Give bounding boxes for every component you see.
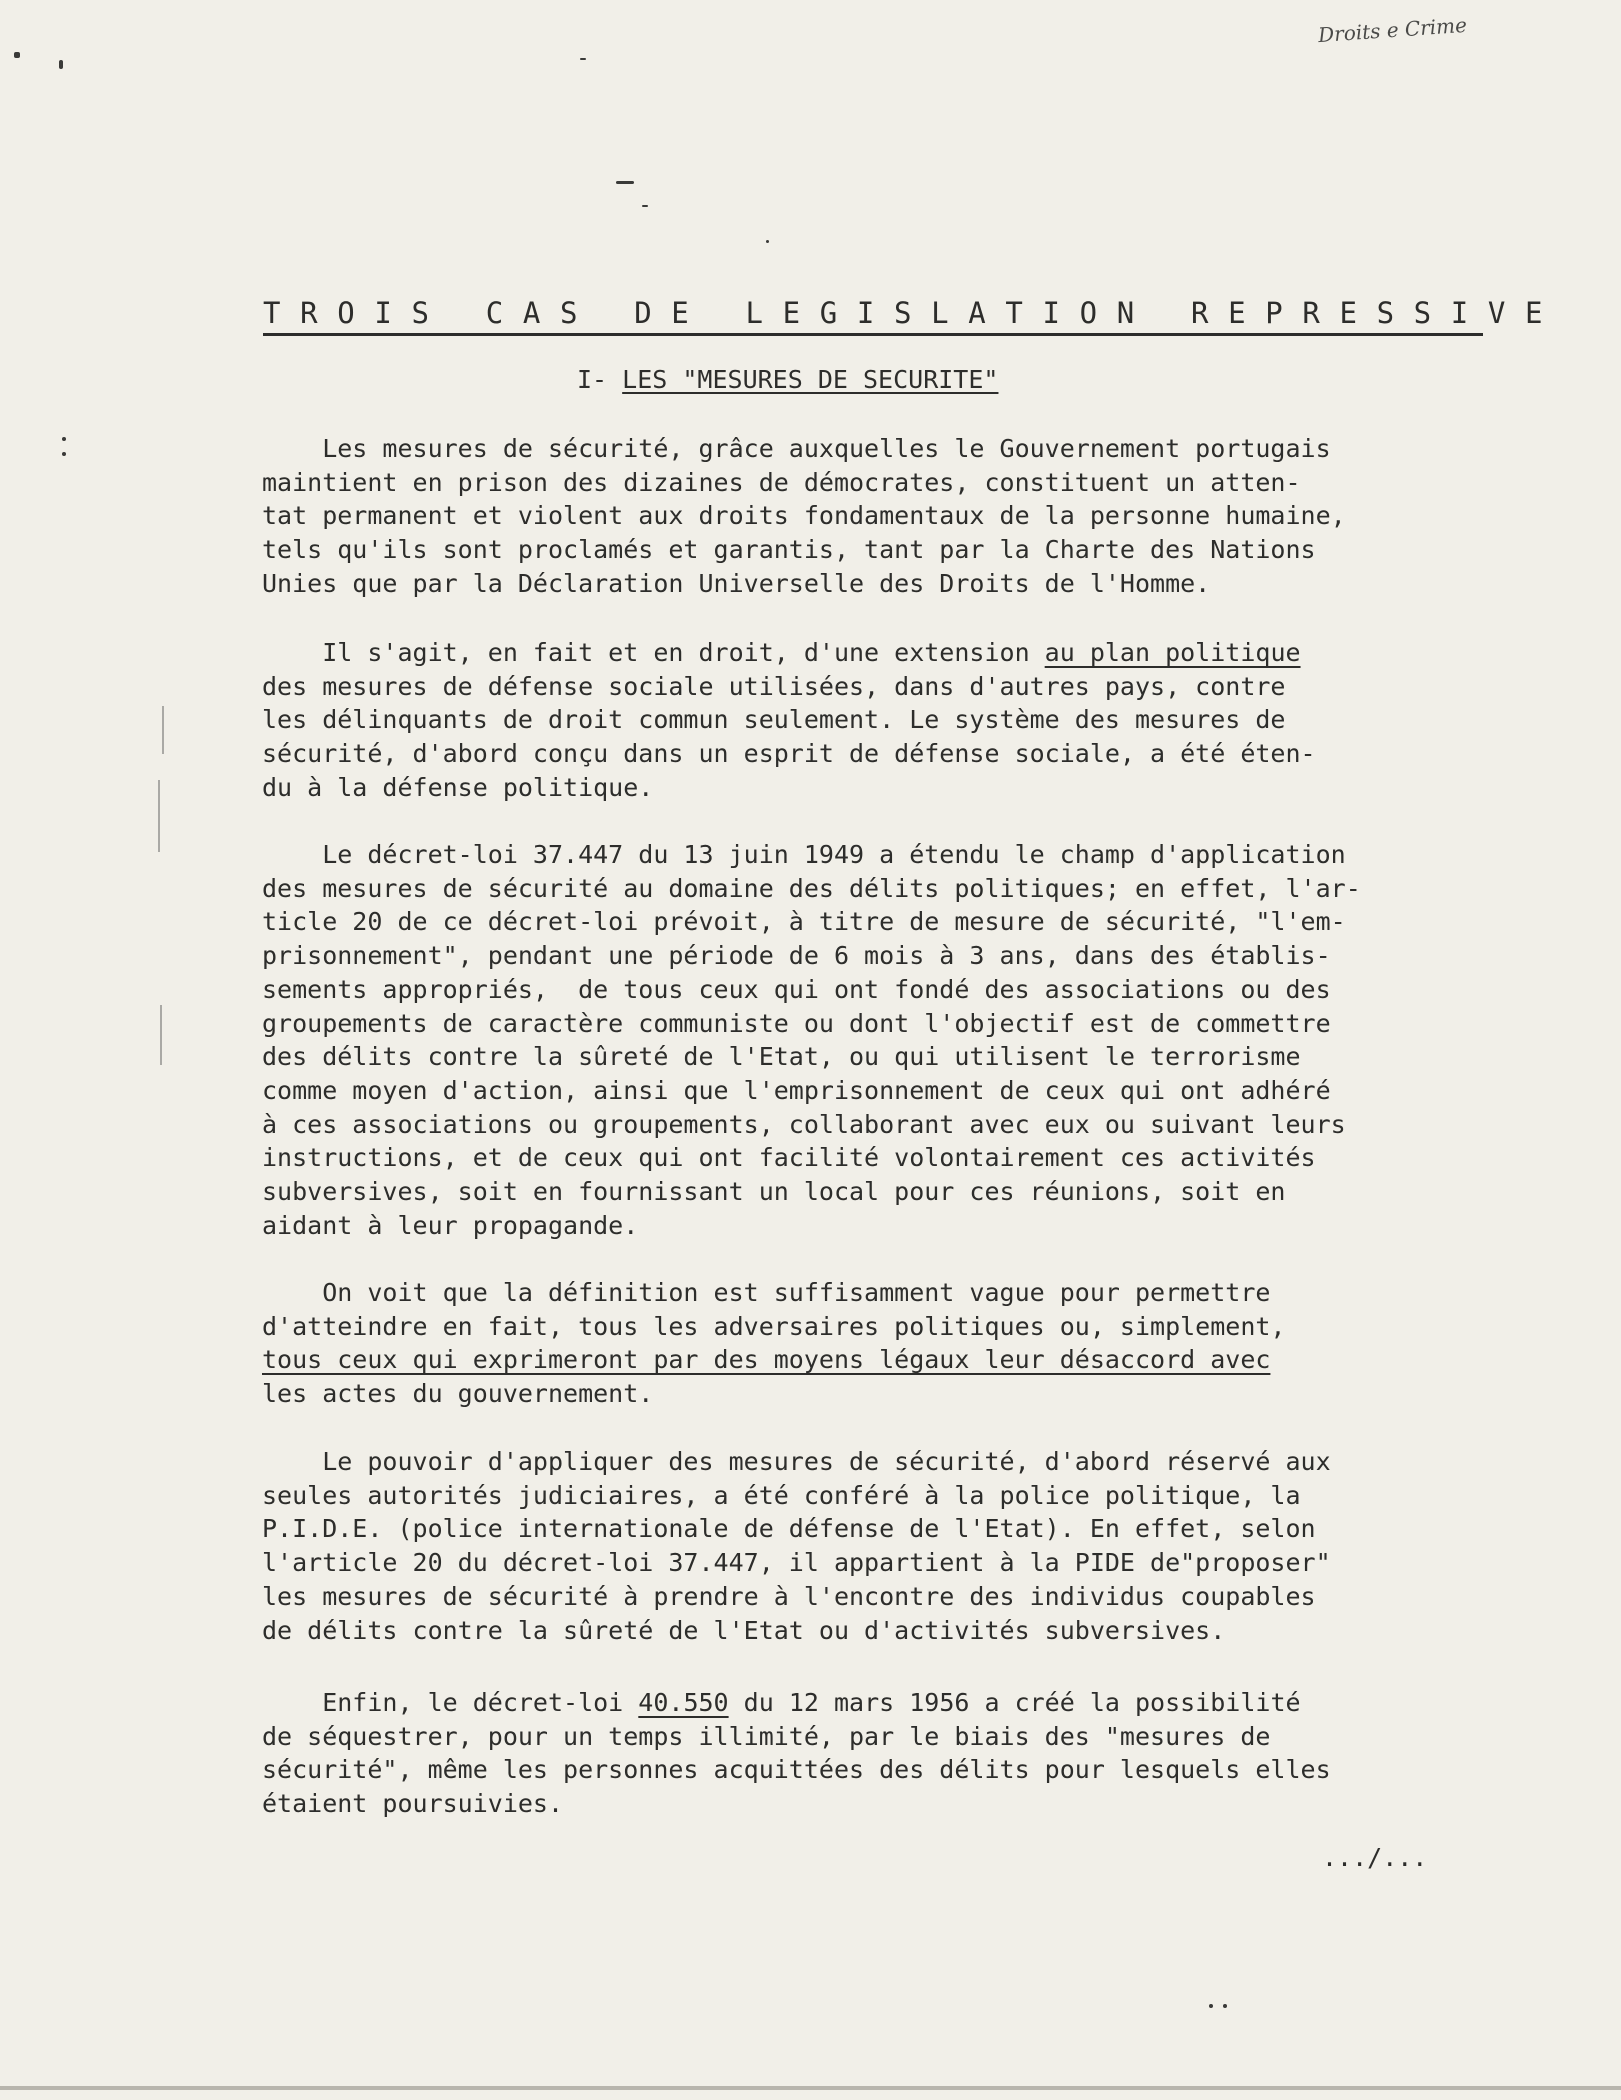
text-line: les mesures de sécurité à prendre à l'encontre des individus coupables	[262, 1581, 1316, 1611]
text-line: groupements de caractère communiste ou dont l'objectif est de commettre	[262, 1008, 1331, 1038]
text-line	[262, 1686, 1547, 1720]
handwritten-margin-note: Droits e Crime	[1317, 12, 1468, 48]
text-line: aidant à leur propagande.	[262, 1210, 639, 1240]
scan-speck	[62, 437, 66, 441]
text-line: maintient en prison des dizaines de démocrates, constituent un atten-	[262, 467, 1301, 497]
text-line: sécurité", même les personnes acquittées des délits pour lesquels elles	[262, 1755, 1331, 1785]
text-line: de délits contre la sûreté de l'Etat ou d'activités subversives.	[262, 1615, 1226, 1645]
paragraph-4	[262, 1276, 1547, 1411]
scan-bottom-edge	[0, 2086, 1621, 2090]
text-line: tels qu'ils sont proclamés et garantis, tant par la Charte des Nations	[262, 535, 1316, 565]
text-line: sements appropriés, de tous ceux qui ont fondé des associations ou des	[262, 974, 1331, 1004]
text-line: les actes du gouvernement.	[262, 1379, 654, 1409]
text-line: instructions, et de ceux qui ont facilité volontairement ces activités	[262, 1143, 1316, 1173]
text-line: à ces associations ou groupements, collaborant avec eux ou suivant leurs	[262, 1109, 1346, 1139]
text-line: d'atteindre en fait, tous les adversaires politiques ou, simplement,	[262, 1311, 1286, 1341]
text-line: tat permanent et violent aux droits fondamentaux de la personne humaine,	[262, 501, 1346, 531]
paragraph-1	[262, 432, 1547, 601]
margin-pencil-line	[162, 706, 164, 754]
text-line: P.I.D.E. (police internationale de défense de l'Etat). En effet, selon	[262, 1514, 1316, 1544]
text-line: des délits contre la sûreté de l'Etat, ou qui utilisent le terrorisme	[262, 1042, 1301, 1072]
continuation-mark: .../...	[1322, 1843, 1428, 1872]
scan-speck	[62, 452, 66, 456]
section-label: LES "MESURES DE SECURITE"	[622, 365, 999, 394]
paragraph-6	[262, 1686, 1547, 1821]
underlined-decree-number: 40.550	[638, 1688, 729, 1717]
scan-speck	[1223, 2004, 1227, 2008]
underlined-line: tous ceux qui exprimeront par des moyens légaux leur désaccord avec	[262, 1345, 1271, 1375]
scan-speck	[14, 52, 20, 58]
paragraph-3	[262, 838, 1547, 1242]
scan-speck	[766, 240, 769, 243]
paragraph-2	[262, 636, 1547, 805]
scan-speck	[59, 60, 63, 69]
scan-speck	[1209, 2004, 1213, 2008]
text-line: On voit que la définition est suffisamment vague pour permettre	[262, 1278, 1271, 1307]
text-line: Le pouvoir d'appliquer des mesures de sécurité, d'abord réservé aux	[262, 1447, 1331, 1476]
margin-pencil-line	[158, 780, 160, 852]
text-line: étaient poursuivies.	[262, 1789, 564, 1819]
text-segment: Il s'agit, en fait et en droit, d'une extension	[262, 638, 1045, 667]
text-line: les délinquants de droit commun seulement. Le système des mesures de	[262, 705, 1286, 735]
text-line: Les mesures de sécurité, grâce auxquelles le Gouvernement portugais	[262, 434, 1331, 463]
scan-speck	[580, 58, 586, 60]
section-number: I-	[577, 365, 608, 394]
text-line	[262, 636, 1547, 670]
section-heading	[577, 363, 998, 397]
text-segment: Enfin, le décret-loi	[262, 1688, 639, 1717]
margin-pencil-line	[160, 1005, 162, 1065]
text-line: sécurité, d'abord conçu dans un esprit de défense sociale, a été éten-	[262, 739, 1316, 769]
text-line: de séquestrer, pour un temps illimité, par le biais des "mesures de	[262, 1721, 1271, 1751]
scan-speck	[616, 181, 634, 184]
text-line: Le décret-loi 37.447 du 13 juin 1949 a étendu le champ d'application	[262, 840, 1346, 869]
text-line: des mesures de défense sociale utilisées, dans d'autres pays, contre	[262, 671, 1286, 701]
text-line: l'article 20 du décret-loi 37.447, il appartient à la PIDE de"proposer"	[262, 1548, 1331, 1578]
text-line: Unies que par la Déclaration Universelle des Droits de l'Homme.	[262, 568, 1211, 598]
text-line: seules autorités judiciaires, a été conféré à la police politique, la	[262, 1480, 1301, 1510]
text-line: ticle 20 de ce décret-loi prévoit, à titre de mesure de sécurité, "l'em-	[262, 907, 1346, 937]
paragraph-5	[262, 1445, 1547, 1647]
document-title: T R O I S C A S D E L E G I S L A T I O N R E P R E S S I V E	[263, 296, 1483, 336]
text-line: du à la défense politique.	[262, 772, 654, 802]
text-line: subversives, soit en fournissant un local pour ces réunions, soit en	[262, 1177, 1286, 1207]
text-line: prisonnement", pendant une période de 6 mois à 3 ans, dans des établis-	[262, 941, 1331, 971]
text-line: comme moyen d'action, ainsi que l'emprisonnement de ceux qui ont adhéré	[262, 1075, 1331, 1105]
text-segment: du 12 mars 1956 a créé la possibilité	[728, 1688, 1301, 1717]
text-line: des mesures de sécurité au domaine des délits politiques; en effet, l'ar-	[262, 873, 1361, 903]
underlined-phrase: au plan politique	[1044, 638, 1301, 667]
scan-speck	[642, 205, 648, 207]
